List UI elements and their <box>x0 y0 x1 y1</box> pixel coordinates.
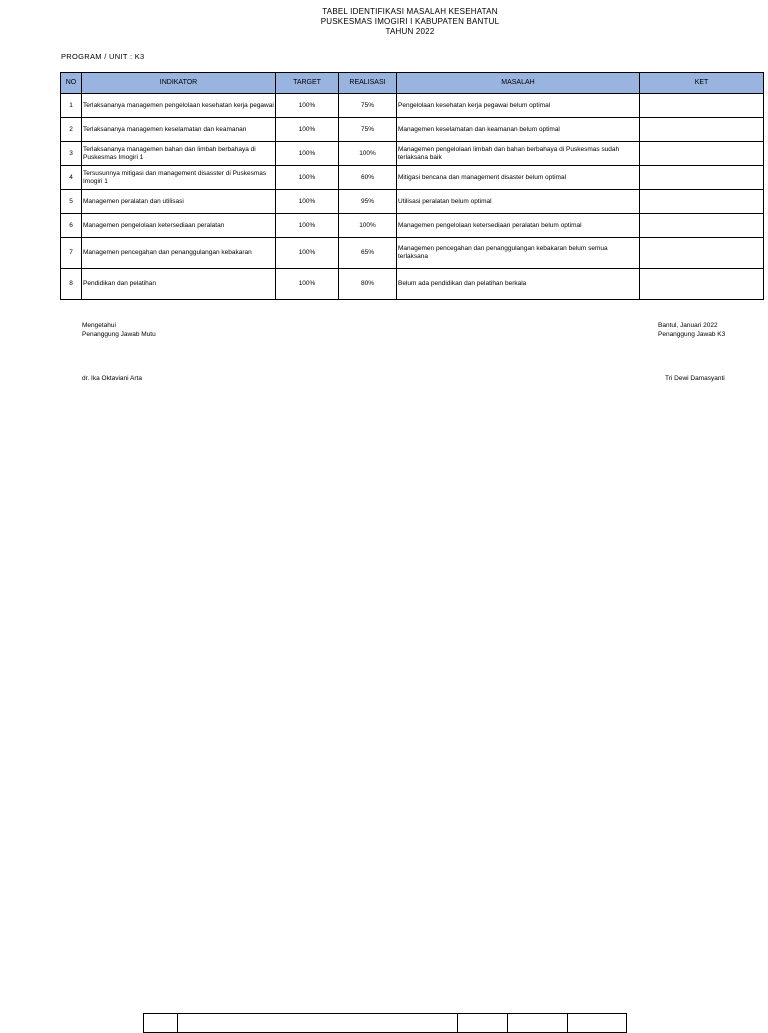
cell-masalah: Managemen pencegahan dan penanggulangan kebakaran belum semua terlaksana <box>397 238 640 269</box>
table-divider <box>507 1014 508 1032</box>
cell-target: 100% <box>276 94 339 118</box>
cell-no: 2 <box>61 118 82 142</box>
title-line-1: TABEL IDENTIFIKASI MASALAH KESEHATAN <box>322 7 498 16</box>
col-header-target: TARGET <box>276 73 339 94</box>
table-row <box>61 238 764 269</box>
cell-no: 1 <box>61 94 82 118</box>
signatory-name-right: Tri Dewi Damasyanti <box>665 375 725 382</box>
col-header-masalah: MASALAH <box>397 73 640 94</box>
table-row <box>61 118 764 142</box>
title-line-2: PUSKESMAS IMOGIRI I KABUPATEN BANTUL <box>320 17 500 26</box>
document-title <box>0 7 768 37</box>
cell-realisasi: 60% <box>339 166 397 190</box>
cell-target: 100% <box>276 166 339 190</box>
table-row <box>61 94 764 118</box>
next-page-table-border <box>143 1013 627 1033</box>
approval-block-left <box>82 321 156 339</box>
cell-indikator: Terlaksananya managemen bahan dan limbah berbahaya di Puskesmas Imogiri 1 <box>82 142 276 166</box>
cell-realisasi: 80% <box>339 269 397 300</box>
program-unit-label: PROGRAM / UNIT : K3 <box>61 52 145 61</box>
signatory-name-left: dr. Ika Oktaviani Arta <box>82 375 142 382</box>
cell-no: 7 <box>61 238 82 269</box>
cell-realisasi: 75% <box>339 118 397 142</box>
cell-indikator: Managemen peralatan dan utilisasi <box>82 190 276 214</box>
approval-role: Penanggung Jawab K3 <box>658 331 726 338</box>
cell-no: 3 <box>61 142 82 166</box>
cell-realisasi: 75% <box>339 94 397 118</box>
cell-ket <box>640 142 764 166</box>
cell-indikator: Managemen pengelolaan ketersediaan peralatan <box>82 214 276 238</box>
cell-target: 100% <box>276 269 339 300</box>
cell-target: 100% <box>276 190 339 214</box>
cell-target: 100% <box>276 118 339 142</box>
cell-realisasi: 65% <box>339 238 397 269</box>
cell-ket <box>640 118 764 142</box>
approval-block-right <box>658 321 725 339</box>
table-row <box>61 142 764 166</box>
cell-realisasi: 100% <box>339 142 397 166</box>
table-row <box>61 190 764 214</box>
cell-ket <box>640 94 764 118</box>
cell-realisasi: 100% <box>339 214 397 238</box>
cell-masalah: Managemen pengelolaan limbah dan bahan berbahaya di Puskesmas sudah terlaksana baik <box>397 142 640 166</box>
cell-no: 6 <box>61 214 82 238</box>
cell-indikator: Tersusunnya mitigasi dan management disasster di Puskesmas Imogiri 1 <box>82 166 276 190</box>
cell-masalah: Belum ada pendidikan dan pelatihan berkala <box>397 269 640 300</box>
cell-ket <box>640 190 764 214</box>
cell-indikator: Terlaksananya managemen keselamatan dan keamanan <box>82 118 276 142</box>
table-header-row <box>61 73 764 94</box>
cell-masalah: Managemen pengelolaan ketersediaan peralatan belum optimal <box>397 214 640 238</box>
cell-ket <box>640 269 764 300</box>
cell-ket <box>640 238 764 269</box>
approval-label: Mengetahui <box>82 322 116 329</box>
cell-realisasi: 95% <box>339 190 397 214</box>
cell-target: 100% <box>276 214 339 238</box>
cell-indikator: Terlaksananya managemen pengelolaan kesehatan kerja pegawai <box>82 94 276 118</box>
table-divider <box>177 1014 178 1032</box>
cell-ket <box>640 166 764 190</box>
cell-ket <box>640 214 764 238</box>
cell-target: 100% <box>276 238 339 269</box>
cell-masalah: Mitigasi bencana dan management disaster belum optimal <box>397 166 640 190</box>
cell-target: 100% <box>276 142 339 166</box>
col-header-ket: KET <box>640 73 764 94</box>
col-header-indikator: INDIKATOR <box>82 73 276 94</box>
cell-masalah: Pengelolaan kesehatan kerja pegawai belum optimal <box>397 94 640 118</box>
table-row <box>61 214 764 238</box>
title-line-3: TAHUN 2022 <box>385 27 435 36</box>
cell-indikator: Pendidikan dan pelatihan <box>82 269 276 300</box>
col-header-realisasi: REALISASI <box>339 73 397 94</box>
table-divider <box>567 1014 568 1032</box>
cell-no: 8 <box>61 269 82 300</box>
cell-indikator: Managemen pencegahan dan penanggulangan kebakaran <box>82 238 276 269</box>
table-row <box>61 166 764 190</box>
approval-role: Penanggung Jawab Mutu <box>82 331 156 338</box>
cell-no: 4 <box>61 166 82 190</box>
cell-masalah: Managemen keselamatan dan keamanan belum optimal <box>397 118 640 142</box>
place-date: Bantul, Januari 2022 <box>658 322 718 329</box>
problem-identification-table <box>60 72 764 300</box>
table-divider <box>457 1014 458 1032</box>
table-row <box>61 269 764 300</box>
col-header-no: NO <box>61 73 82 94</box>
cell-masalah: Utilisasi peralatan belum optimal <box>397 190 640 214</box>
cell-no: 5 <box>61 190 82 214</box>
